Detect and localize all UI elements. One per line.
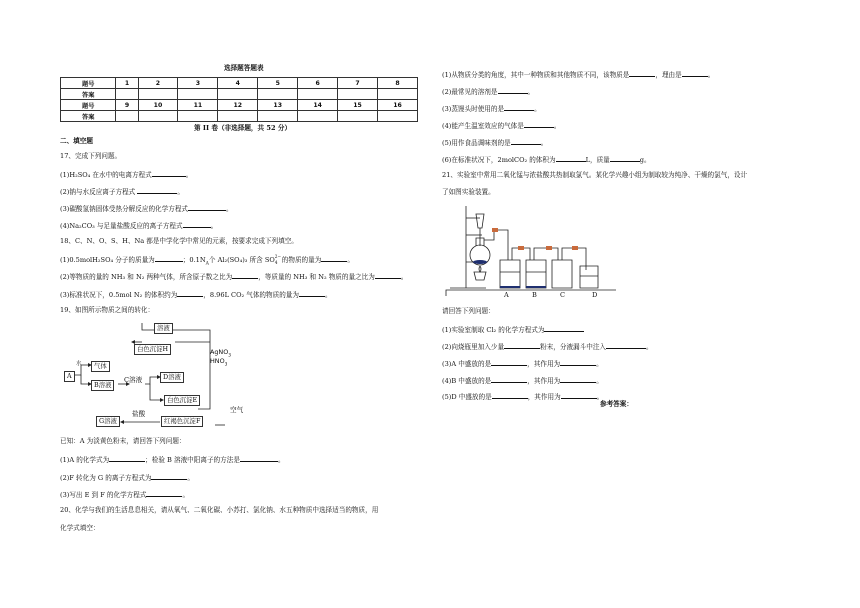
answer-cell[interactable] <box>178 89 218 100</box>
q17-item-3: (3)碳酸氢钠固体受热分解反应的化学方程式 。 <box>60 205 233 213</box>
answer-cell[interactable] <box>298 89 338 100</box>
q21-item-3: (3)A 中盛放的是 ，其作用为 。 <box>442 360 603 368</box>
part2-title: 第 II 卷（非选择题，共 52 分） <box>194 124 292 132</box>
q21-item-4: (4)B 中盛放的是 ，其作用为 。 <box>442 377 603 385</box>
table-cell: 5 <box>258 78 298 89</box>
q20-item-4-text: (4)能产生温室效应的气体是 <box>442 122 524 130</box>
diagram-node-red-ppt-f: 红褐色沉淀F <box>161 416 203 427</box>
answer-blank[interactable] <box>504 103 534 111</box>
q21-item-2: (2)向烧瓶里加入少量 粉末，分液漏斗中注入 。 <box>442 343 653 351</box>
answer-blank[interactable] <box>321 254 347 262</box>
table-cell: 13 <box>258 100 298 111</box>
q21-item-2-text: 粉末，分液漏斗中注入 <box>540 343 607 351</box>
answer-blank[interactable] <box>629 69 655 77</box>
q18-item-3-text: ，8.96L CO₂ 气体的物质的量为 <box>203 291 299 299</box>
q21-item-5-text: (5)D 中盛放的是 <box>442 393 492 401</box>
answer-cell[interactable] <box>258 111 298 122</box>
q18-superscript: 2− <box>274 255 282 260</box>
table-cell: 答案 <box>61 89 116 100</box>
q21-item-1 <box>442 324 584 335</box>
q17-item-4-text: (4)Na₂CO₃ 与足量盐酸反应的离子方程式 <box>60 222 183 230</box>
answer-table <box>60 77 418 122</box>
q21-stem: 了如图实验装置。 <box>442 188 495 196</box>
q18-item-1-text: 的物质的量为 <box>281 256 322 264</box>
q17-item-1: (1)H₂SO₄ 在水中的电离方程式 。 <box>60 171 193 179</box>
table-cell: 6 <box>298 78 338 89</box>
answer-blank[interactable] <box>152 169 186 177</box>
q19-item-2: (2)F 转化为 G 的离子方程式为 。 <box>60 474 195 482</box>
q19-item-2-text: (2)F 转化为 G 的离子方程式为 <box>60 474 152 482</box>
answer-blank[interactable] <box>177 289 203 297</box>
q18-item-1-text: ；0.1N <box>182 256 206 264</box>
apparatus-label-a: A <box>504 291 509 299</box>
q19-item-1: (1)A 的化学式为 ；检验 B 溶液中阳离子的方法是 。 <box>60 456 285 464</box>
answer-blank[interactable] <box>375 271 401 279</box>
q20-item-1-text: ，理由是 <box>655 71 682 79</box>
table-cell: 10 <box>138 100 178 111</box>
table-cell: 4 <box>218 78 258 89</box>
answer-cell[interactable] <box>116 111 138 122</box>
answer-cell[interactable] <box>138 89 178 100</box>
answer-blank[interactable] <box>492 391 528 399</box>
answer-blank[interactable] <box>560 375 596 383</box>
answer-blank[interactable] <box>682 69 708 77</box>
label-air: 空气 <box>230 406 244 414</box>
q18-item-3: (3)标准状况下，0.5mol N₂ 的体积约为 ，8.96L CO₂ 气体的物质的量为 。 <box>60 291 332 299</box>
answer-blank[interactable] <box>183 220 211 228</box>
apparatus-label-c: C <box>560 291 566 299</box>
diagram-node-c: C溶液 <box>124 376 143 384</box>
table-cell: 16 <box>378 100 418 111</box>
label-hno3-text: HNO <box>210 357 225 365</box>
q18-item-2: (2)等物质的量的 NH₃ 和 N₂ 两种气体，所含原子数之比为 ，等质量的 NH₃ 和 N₂ 物质的量之比为 。 <box>60 273 408 281</box>
label-agno3-subscript: 3 <box>228 353 231 359</box>
table-cell: 1 <box>116 78 138 89</box>
q18-item-2-text: (2)等物质的量的 NH₃ 和 N₂ 两种气体，所含原子数之比为 <box>60 273 233 281</box>
answer-blank[interactable] <box>240 454 278 462</box>
q21-item-4-text: ，其作用为 <box>527 377 561 385</box>
answer-blank[interactable] <box>491 375 527 383</box>
q19-item-3: (3)写出 E 到 F 的化学方程式 。 <box>60 491 190 499</box>
q21-item-3-text: (3)A 中盛放的是 <box>442 360 492 368</box>
diagram-node-white-ppt-h: 白色沉淀H <box>134 344 171 355</box>
q19-item-1-text: ；检验 B 溶液中阳离子的方法是 <box>145 456 240 464</box>
table-row <box>61 89 418 100</box>
q17-item-3-text: (3)碳酸氢钠固体受热分解反应的化学方程式 <box>60 205 189 213</box>
answer-blank[interactable] <box>188 203 226 211</box>
apparatus-label-d: D <box>592 291 598 299</box>
table-cell: 15 <box>338 100 378 111</box>
answer-cell[interactable] <box>338 89 378 100</box>
q21-ask: 请回答下列问题： <box>442 307 495 315</box>
q20-item-1-text: (1)从物质分类的角度，其中一种物质和其他物质不同，该物质是 <box>442 71 630 79</box>
answer-blank[interactable] <box>155 254 183 262</box>
answer-blank[interactable] <box>524 120 554 128</box>
answer-table-title: 选择题答题表 <box>224 64 264 72</box>
answer-cell[interactable] <box>338 111 378 122</box>
q18-item-3-text: (3)标准状况下，0.5mol N₂ 的体积约为 <box>60 291 178 299</box>
reference-answers-heading: 参考答案： <box>600 400 633 408</box>
answer-cell[interactable] <box>298 111 338 122</box>
table-cell: 8 <box>378 78 418 89</box>
answer-blank[interactable] <box>504 341 540 349</box>
answer-blank[interactable] <box>137 186 177 194</box>
q19-known: 已知：A 为淡黄色粉末，请回答下列问题： <box>60 437 186 445</box>
q19-stem: 19、如图所示物质之间的转化： <box>60 306 155 314</box>
apparatus-label-b: B <box>532 291 537 299</box>
q18-item-1-text: (1)0.5molH₂SO₄ 分子的质量为 <box>60 256 155 264</box>
diagram-node-a: A <box>64 371 75 382</box>
table-cell: 答案 <box>61 111 116 122</box>
q20-item-3-text: (3)蒸馒头时使用的是 <box>442 105 505 113</box>
q19-item-1-text: (1)A 的化学式为 <box>60 456 110 464</box>
diagram-node-white-ppt-e: 白色沉淀E <box>164 395 200 406</box>
q17-item-2: (2)钠与水反应离子方程式 。 <box>60 188 184 196</box>
chlorine-apparatus-diagram <box>442 200 622 300</box>
q21-item-1-text: (1)实验室制取 Cl₂ 的化学方程式为 <box>442 326 545 334</box>
q21-item-5: (5)D 中盛放的是 ，其作用为 。 <box>442 393 604 401</box>
q18-subscript: A <box>205 261 209 267</box>
diagram-node-b: B溶液 <box>91 380 114 391</box>
q20-item-4: (4)能产生温室效应的气体是 。 <box>442 122 561 130</box>
table-cell: 7 <box>338 78 378 89</box>
table-cell: 题号 <box>61 78 116 89</box>
answer-blank[interactable] <box>511 137 541 145</box>
q18-stem: 18、C、N、O、S、H、Na 都是中学化学中常见的元素，按要求完成下列填空。 <box>60 237 298 245</box>
q21-item-5-text: ，其作用为 <box>527 393 561 401</box>
q20-item-2: (2)最常见的溶剂是 。 <box>442 88 535 96</box>
label-hcl: 盐酸 <box>132 410 146 418</box>
answer-cell[interactable] <box>258 89 298 100</box>
q19-item-3-text: (3)写出 E 到 F 的化学方程式 <box>60 491 147 499</box>
answer-blank[interactable] <box>544 324 584 332</box>
table-row <box>61 78 418 89</box>
q18-item-1-text: 个 Al₂(SO₄)₃ 所含 SO <box>208 256 275 264</box>
label-hno3 <box>210 357 227 369</box>
q20-item-2-text: (2)最常见的溶剂是 <box>442 88 498 96</box>
q20-item-5: (5)用作食品调味剂的是 。 <box>442 139 548 147</box>
q21-item-4-text: (4)B 中盛放的是 <box>442 377 492 385</box>
answer-blank[interactable] <box>299 289 325 297</box>
answer-blank[interactable] <box>498 86 528 94</box>
q20-item-1: (1)从物质分类的角度，其中一种物质和其他物质不同，该物质是 ，理由是 。 <box>442 71 715 79</box>
answer-cell[interactable] <box>178 111 218 122</box>
answer-blank[interactable] <box>561 391 597 399</box>
q20-item-6 <box>442 154 651 165</box>
answer-cell[interactable] <box>218 89 258 100</box>
answer-cell[interactable] <box>138 111 178 122</box>
answer-cell[interactable] <box>378 111 418 122</box>
q20-stem: 20、化学与我们的生活息息相关，请从氧气、二氧化碳、小苏打、氯化钠、水五种物质中选择适当的物质，用 <box>60 506 379 514</box>
q20-item-6-text: (6)在标准状况下，2molCO₂ 的体积为 <box>442 156 556 164</box>
q21-stem: 21、实验室中常用二氧化锰与浓盐酸共热制取氯气。某化学兴趣小组为制取较为纯净、干燥的氯气，设计 <box>442 171 748 179</box>
table-cell: 2 <box>138 78 178 89</box>
table-cell: 9 <box>116 100 138 111</box>
answer-blank[interactable] <box>560 358 596 366</box>
q17-stem: 17、完成下列问题。 <box>60 152 122 160</box>
q17-item-2-text: (2)钠与水反应离子方程式 <box>60 188 136 196</box>
q20-item-5-text: (5)用作食品调味剂的是 <box>442 139 511 147</box>
q21-item-2-text: (2)向烧瓶里加入少量 <box>442 343 505 351</box>
table-cell: 3 <box>178 78 218 89</box>
table-cell: 11 <box>178 100 218 111</box>
sulfate-ion-scripts <box>274 255 282 266</box>
diagram-node-g: G溶液 <box>96 416 120 427</box>
q17-item-1-text: (1)H₂SO₄ 在水中的电离方程式 <box>60 171 152 179</box>
label-hno3-subscript: 3 <box>224 362 228 368</box>
q20-item-3: (3)蒸馒头时使用的是 。 <box>442 105 541 113</box>
answer-blank[interactable] <box>610 154 640 162</box>
table-row <box>61 100 418 111</box>
q20-stem: 化学式填空： <box>60 524 100 532</box>
answer-blank[interactable] <box>232 271 258 279</box>
answer-cell[interactable] <box>378 89 418 100</box>
answer-blank[interactable] <box>606 341 646 349</box>
table-cell: 12 <box>218 100 258 111</box>
label-water: 水 <box>76 361 82 367</box>
q20-item-6-text: g。 <box>639 156 651 164</box>
q17-item-4: (4)Na₂CO₃ 与足量盐酸反应的离子方程式 。 <box>60 222 218 230</box>
q18-item-1: (1)0.5molH₂SO₄ 分子的质量为 ；$0.1N_A$个 Al₂(SO₄)₃ 所含 SO 2− 4 的物质的量为 。 <box>60 255 354 267</box>
table-row <box>61 111 418 122</box>
answer-blank[interactable] <box>151 472 187 480</box>
table-cell: 题号 <box>61 100 116 111</box>
q20-item-6-text: L，质量 <box>585 156 610 164</box>
q18-item-2-text: ，等质量的 NH₃ 和 N₂ 物质的量之比为 <box>258 273 375 281</box>
diagram-node-gas: 气体 <box>91 361 110 372</box>
answer-cell[interactable] <box>116 89 138 100</box>
answer-cell[interactable] <box>218 111 258 122</box>
answer-blank[interactable] <box>491 358 527 366</box>
answer-blank[interactable] <box>109 454 145 462</box>
answer-blank[interactable] <box>146 489 182 497</box>
answer-blank[interactable] <box>556 154 586 162</box>
section-title: 二、填空题 <box>60 137 93 145</box>
q18-subscript: 4 <box>274 261 278 266</box>
label-agno3-text: AgNO <box>210 348 229 356</box>
q21-item-3-text: ，其作用为 <box>527 360 561 368</box>
table-cell: 14 <box>298 100 338 111</box>
diagram-node-d: D溶液 <box>160 372 184 383</box>
diagram-node-solution: 溶液 <box>154 323 173 334</box>
